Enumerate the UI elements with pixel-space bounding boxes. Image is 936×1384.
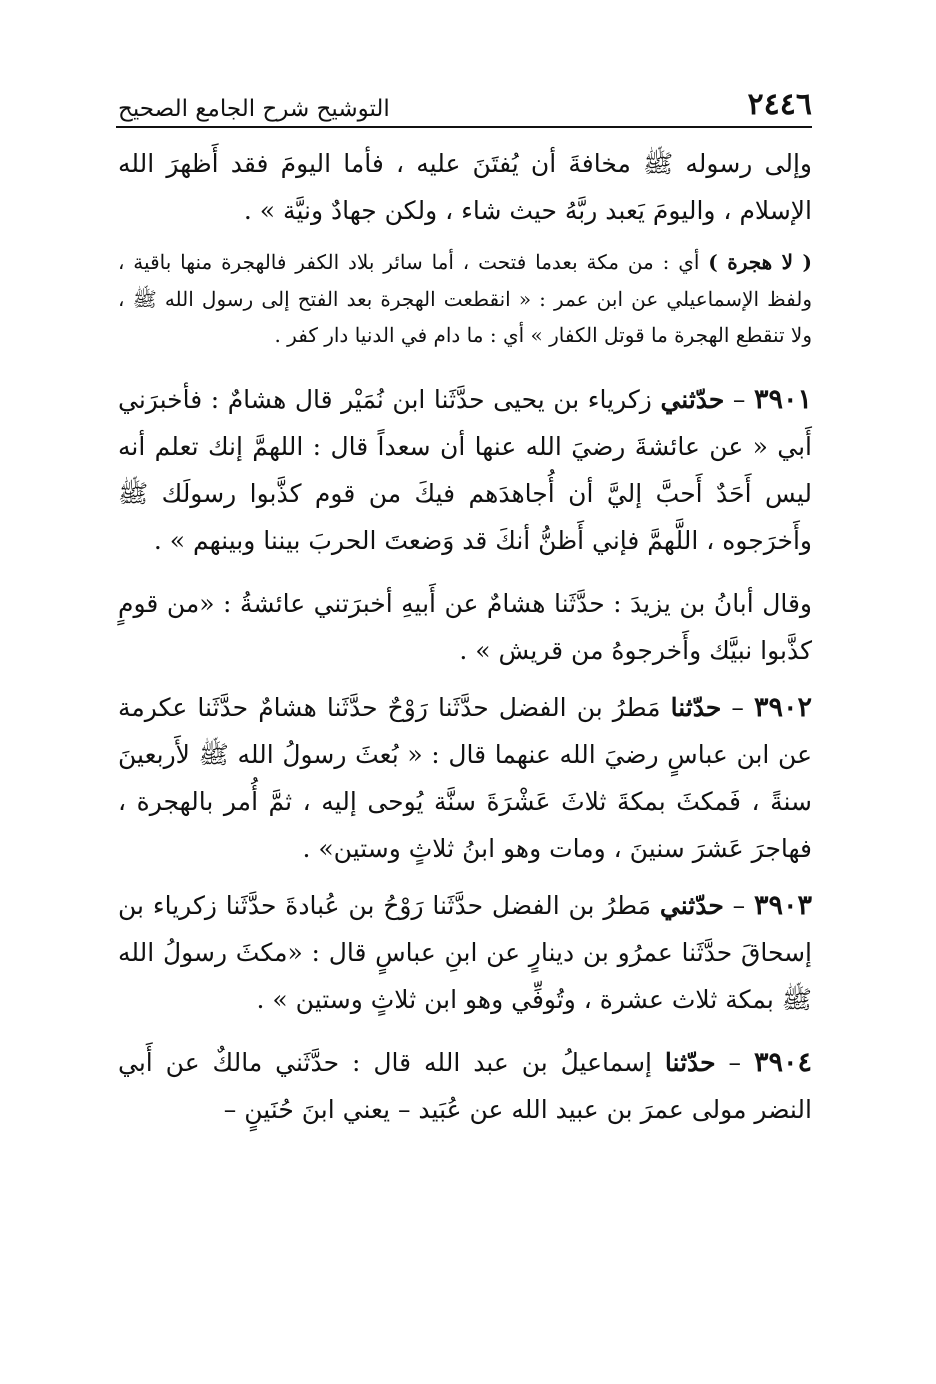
hadith-text: مَطرُ بن الفضل حدَّثَنا رَوْحُ بن عُبادةَ حدَّثَنا زكرياء بن إسحاقَ حدَّثَنا عمرُو بن دينارٍ عن ابنِ عباسٍ قال : «مكثَ رسولُ الله ﷺ بمكة ثلاث عشرة ، وتُوفِّي وهو ابن ثلاثٍ وستين » . — [118, 890, 812, 1014]
page-body — [118, 140, 812, 1133]
page-number: ٢٤٤٦ — [747, 87, 812, 122]
paragraph-text: وإلى رسوله ﷺ مخافةَ أن يُفتَنَ عليه ، فأما اليومَ فقد أَظهرَ الله الإسلام ، واليومَ يَعبد ربَّهُ حيث شاء ، ولكن جهادٌ ونيَّة » . — [118, 149, 812, 225]
hadith-keyword: حدّثني — [660, 384, 725, 414]
hadith-text: إسماعيلُ بن عبد الله قال : حدَّثَني مالكٌ عن أَبي النضر مولى عمرَ بن عبيد الله عن عُبَيد – يعني ابنَ حُنَينٍ – — [118, 1047, 812, 1124]
hadith-number: ٣٩٠١ — [753, 383, 812, 415]
hadith-3902: ٣٩٠٢ – حدّثنا مَطرُ بن الفضل حدَّثَنا رَوْحٌ حدَّثَنا هشامٌ حدَّثَنا عكرمة عن ابن عباسٍ رضيَ الله عنهما قال : « بُعثَ رسولُ الله ﷺ لأَربعينَ سنةً ، فَمكثَ بمكةَ ثلاثَ عَشْرَةَ سنَّة يُوحى إليه ، ثمَّ أُمر بالهجرة ، فهاجرَ عَشرَ سنينَ ، ومات وهو ابنُ ثلاثٍ وستين» . — [118, 691, 812, 863]
hadith-number: ٣٩٠٣ — [753, 889, 812, 921]
hadith-keyword: حدّثنا — [664, 1047, 716, 1077]
commentary-note — [118, 244, 812, 354]
hadith-3903: ٣٩٠٣ – حدّثني مَطرُ بن الفضل حدَّثَنا رَوْحُ بن عُبادةَ حدَّثَنا زكرياء بن إسحاقَ حدَّثَنا عمرُو بن دينارٍ عن ابنِ عباسٍ قال : «مكثَ رسولُ الله ﷺ بمكة ثلاث عشرة ، وتُوفِّي وهو ابن ثلاثٍ وستين » . — [118, 889, 812, 1014]
paragraph-text: وقال أبانُ بن يزيدَ : حدَّثَنا هشامٌ عن أَبيهِ أخبرَتني عائشةُ : «من قومٍ كذَّبوا نبيَّك وأَخرجوهُ من قريش » . — [118, 588, 812, 665]
hadith-text: زكرياء بن يحيى حدَّثَنا ابن نُمَيْر قال هشامٌ : فأخبرَني أَبي « عن عائشةَ رضيَ الله عنها أن سعداً قال : اللهمَّ إنك تعلم أنه ليس أَحَدٌ أَحبَّ إليَّ أن أُجاهدَهم فيكَ من قوم كذَّبوا رسولَك ﷺ وأَخرَجوه ، اللَّهمَّ فإني أَظنُّ أنكَ قد وَضعتَ الحربَ بيننا وبينهم » . — [118, 384, 812, 555]
book-title: التوشيح شرح الجامع الصحيح — [118, 96, 390, 122]
note-text: أي : من مكة بعدما فتحت ، أما سائر بلاد الكفر فالهجرة منها باقية ، ولفظ الإسماعيلي عن ابن عمر : « انقطعت الهجرة بعد الفتح إلى رسول الله ﷺ ، ولا تنقطع الهجرة ما قوتل الكفار » أي : ما دام في الدنيا دار كفر . — [118, 250, 812, 347]
aban-narration — [118, 580, 812, 674]
hadith-number: ٣٩٠٢ — [753, 691, 812, 723]
paragraph-continuation — [118, 140, 812, 234]
header-rule — [116, 126, 812, 128]
hadith-keyword: حدّثني — [659, 890, 724, 920]
hadith-keyword: حدّثنا — [670, 692, 722, 722]
hadith-text: مَطرُ بن الفضل حدَّثَنا رَوْحٌ حدَّثَنا هشامٌ حدَّثَنا عكرمة عن ابن عباسٍ رضيَ الله عنهما قال : « بُعثَ رسولُ الله ﷺ لأَربعينَ سنةً ، فَمكثَ بمكةَ ثلاثَ عَشْرَةَ سنَّة يُوحى إليه ، ثمَّ أُمر بالهجرة ، فهاجرَ عَشرَ سنينَ ، ومات وهو ابنُ ثلاثٍ وستين» . — [118, 692, 812, 863]
hadith-3904: ٣٩٠٤ – حدّثنا إسماعيلُ بن عبد الله قال : حدَّثَني مالكٌ عن أَبي النضر مولى عمرَ بن عبيد الله عن عُبَيد – يعني ابنَ حُنَينٍ – — [118, 1046, 812, 1124]
note-label: ( لا هجرة ) — [708, 250, 812, 274]
page-header — [118, 82, 812, 122]
hadith-number: ٣٩٠٤ — [753, 1046, 812, 1078]
hadith-3901: ٣٩٠١ – حدّثني زكرياء بن يحيى حدَّثَنا ابن نُمَيْر قال هشامٌ : فأخبرَني أَبي « عن عائشةَ رضيَ الله عنها أن سعداً قال : اللهمَّ إنك تعلم أنه ليس أَحَدٌ أَحبَّ إليَّ أن أُجاهدَهم فيكَ من قوم كذَّبوا رسولَك ﷺ وأَخرَجوه ، اللَّهمَّ فإني أَظنُّ أنكَ قد وَضعتَ الحربَ بيننا وبينهم » . — [118, 383, 812, 555]
